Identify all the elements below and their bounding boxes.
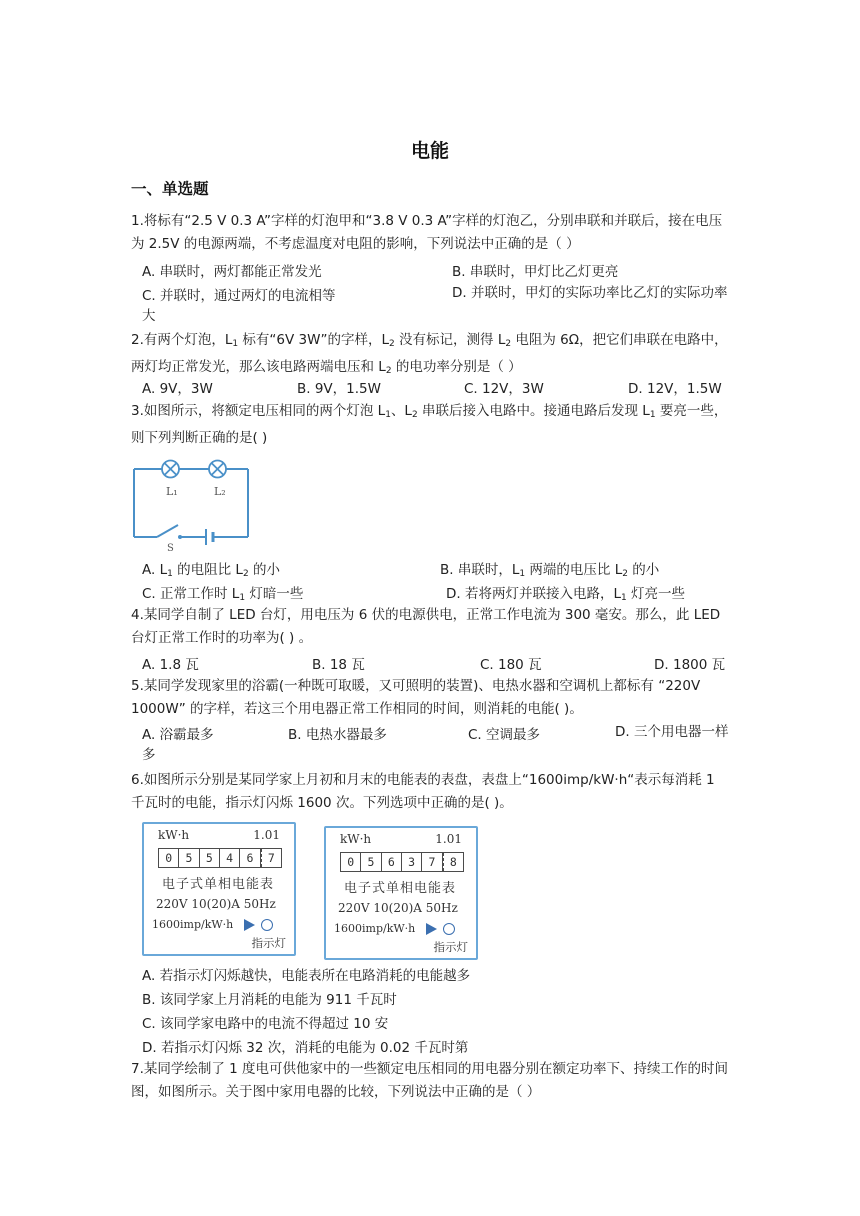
meter-version: 1.01 [435,832,462,846]
meter-digit: 7 [422,853,442,871]
meter-digit: 8 [443,853,463,871]
meter-spec: 220V 10(20)A 50Hz [156,897,276,911]
q5-option-c[interactable]: C. 空调最多 [468,727,541,743]
page-title: 电能 [410,140,449,162]
q6-option-d[interactable]: D. 若指示灯闪烁 32 次，消耗的电能为 0.02 千瓦时第 [142,1040,469,1056]
label-l2: L₂ [214,485,226,498]
switch-contact-icon [178,535,182,539]
meter-digit: 0 [341,853,361,871]
q4-option-d[interactable]: D. 1800 瓦 [654,657,726,673]
series-circuit-diagram [131,453,256,553]
play-triangle-icon [426,923,437,935]
q2-option-b[interactable]: B. 9V，1.5W [297,381,381,397]
q4-option-a[interactable]: A. 1.8 瓦 [142,657,199,673]
meter-digit: 4 [220,849,240,867]
meter-imp: 1600imp/kW·h [152,918,234,931]
label-switch: S [167,543,174,553]
lamp-l2-icon [209,461,226,478]
q6-option-c[interactable]: C. 该同学家电路中的电流不得超过 10 安 [142,1016,389,1032]
meter-digit: 7 [261,849,281,867]
q2-option-d[interactable]: D. 12V，1.5W [628,381,722,397]
q1-option-a[interactable]: A. 串联时，两灯都能正常发光 [142,264,322,280]
meter-digit: 6 [240,849,260,867]
q3-option-b[interactable]: B. 串联时，$L_1$ 两端的电压比 $L_2$ 的小 [440,562,660,579]
meter-end-of-month [324,826,478,960]
question-2: 2.有两个灯泡，$L_1$ 标有“6V 3W”的字样，$L_2$ 没有标记，测得 $L_2$ 电阻为 6Ω，把它们串联在电路中，两灯均正常发光，那么该电路两端电压和 $L_2$ 的电功率分别是（ ） [131,332,728,376]
question-4: 4.某同学自制了 LED 台灯，用电压为 6 伏的电源供电，正常工作电流为 300 毫安。那么，此 LED 台灯正常工作时的功率为( ) 。 [131,607,721,646]
label-l1: L₁ [166,485,178,498]
q6-option-a[interactable]: A. 若指示灯闪烁越快，电能表所在电路消耗的电能越多 [142,968,471,984]
q5-option-d[interactable]: D. 三个用电器一样多 [142,724,729,763]
q2-option-c[interactable]: C. 12V，3W [464,381,544,397]
meter-digit: 6 [382,853,402,871]
meter-name: 电子式单相电能表 [162,877,275,892]
question-5: 5.某同学发现家里的浴霸(一种既可取暖，又可照明的装置)、电热水器和空调机上都标有 “220V 1000W” 的字样，若这三个用电器正常工作相同的时间，则消耗的电能( )。 [131,678,701,717]
q3-option-d[interactable]: D. 若将两灯并联接入电路，$L_1$ 灯亮一些 [446,586,686,603]
question-6: 6.如图所示分别是某同学家上月初和月末的电能表的表盘，表盘上“1600imp/kW·h“表示每消耗 1 千瓦时的电能，指示灯闪烁 1600 次。下列选项中正确的是( )。 [131,772,715,811]
meter-imp: 1600imp/kW·h [334,922,416,935]
meter-name: 电子式单相电能表 [344,881,457,896]
meter-digit: 5 [361,853,381,871]
indicator-light-icon [261,919,273,931]
meter-spec: 220V 10(20)A 50Hz [338,901,458,915]
q6-option-b[interactable]: B. 该同学家上月消耗的电能为 911 千瓦时 [142,992,397,1008]
q5-option-d-wrap [142,721,730,767]
question-1: 1.将标有“2.5 V 0.3 A”字样的灯泡甲和“3.8 V 0.3 A”字样的灯泡乙，分别串联和并联后，接在电压为 2.5V 的电源两端，不考虑温度对电阻的影响，下列说法中正确的是（ ） [131,213,723,252]
q1-option-b[interactable]: B. 串联时，甲灯比乙灯更亮 [452,264,619,280]
meter-start-of-month [142,822,296,956]
play-triangle-icon [244,919,255,931]
meter-digit: 0 [159,849,179,867]
q4-option-c[interactable]: C. 180 瓦 [480,657,542,673]
meter-digits [158,848,282,868]
section-heading: 一、单选题 [131,180,209,198]
q4-option-b[interactable]: B. 18 瓦 [312,657,365,673]
meter-unit: kW·h [158,828,190,842]
q1-option-d[interactable]: D. 并联时，甲灯的实际功率比乙灯的实际功率大 [142,285,728,324]
q5-option-a[interactable]: A. 浴霸最多 [142,727,214,743]
meter-digit: 3 [402,853,422,871]
question-7: 7.某同学绘制了 1 度电可供他家中的一些额定电压相同的用电器分别在额定功率下、持续工作的时间图，如图所示。关于图中家用电器的比较，下列说法中正确的是（ ） [131,1061,729,1100]
indicator-light-icon [443,923,455,935]
q5-option-b[interactable]: B. 电热水器最多 [288,727,387,743]
meter-indicator-label: 指示灯 [433,940,468,954]
lamp-l1-icon [162,461,179,478]
q2-option-a[interactable]: A. 9V，3W [142,381,213,397]
meter-digits [340,852,464,872]
q3-option-c[interactable]: C. 正常工作时 $L_1$ 灯暗一些 [142,586,304,603]
meter-version: 1.01 [253,828,280,842]
question-3: 3.如图所示，将额定电压相同的两个灯泡 $L_1$、$L_2$ 串联后接入电路中。接通电路后发现 $L_1$ 要亮一些，则下列判断正确的是( ) [131,403,728,446]
q1-option-c[interactable]: C. 并联时，通过两灯的电流相等 [142,288,336,304]
q1-option-d-wrap [142,282,732,328]
q3-option-a[interactable]: A. $L_1$ 的电阻比 $L_2$ 的小 [142,562,280,579]
meter-digit: 5 [200,849,220,867]
meter-digit: 5 [179,849,199,867]
meter-unit: kW·h [340,832,372,846]
meter-indicator-label: 指示灯 [251,936,286,950]
